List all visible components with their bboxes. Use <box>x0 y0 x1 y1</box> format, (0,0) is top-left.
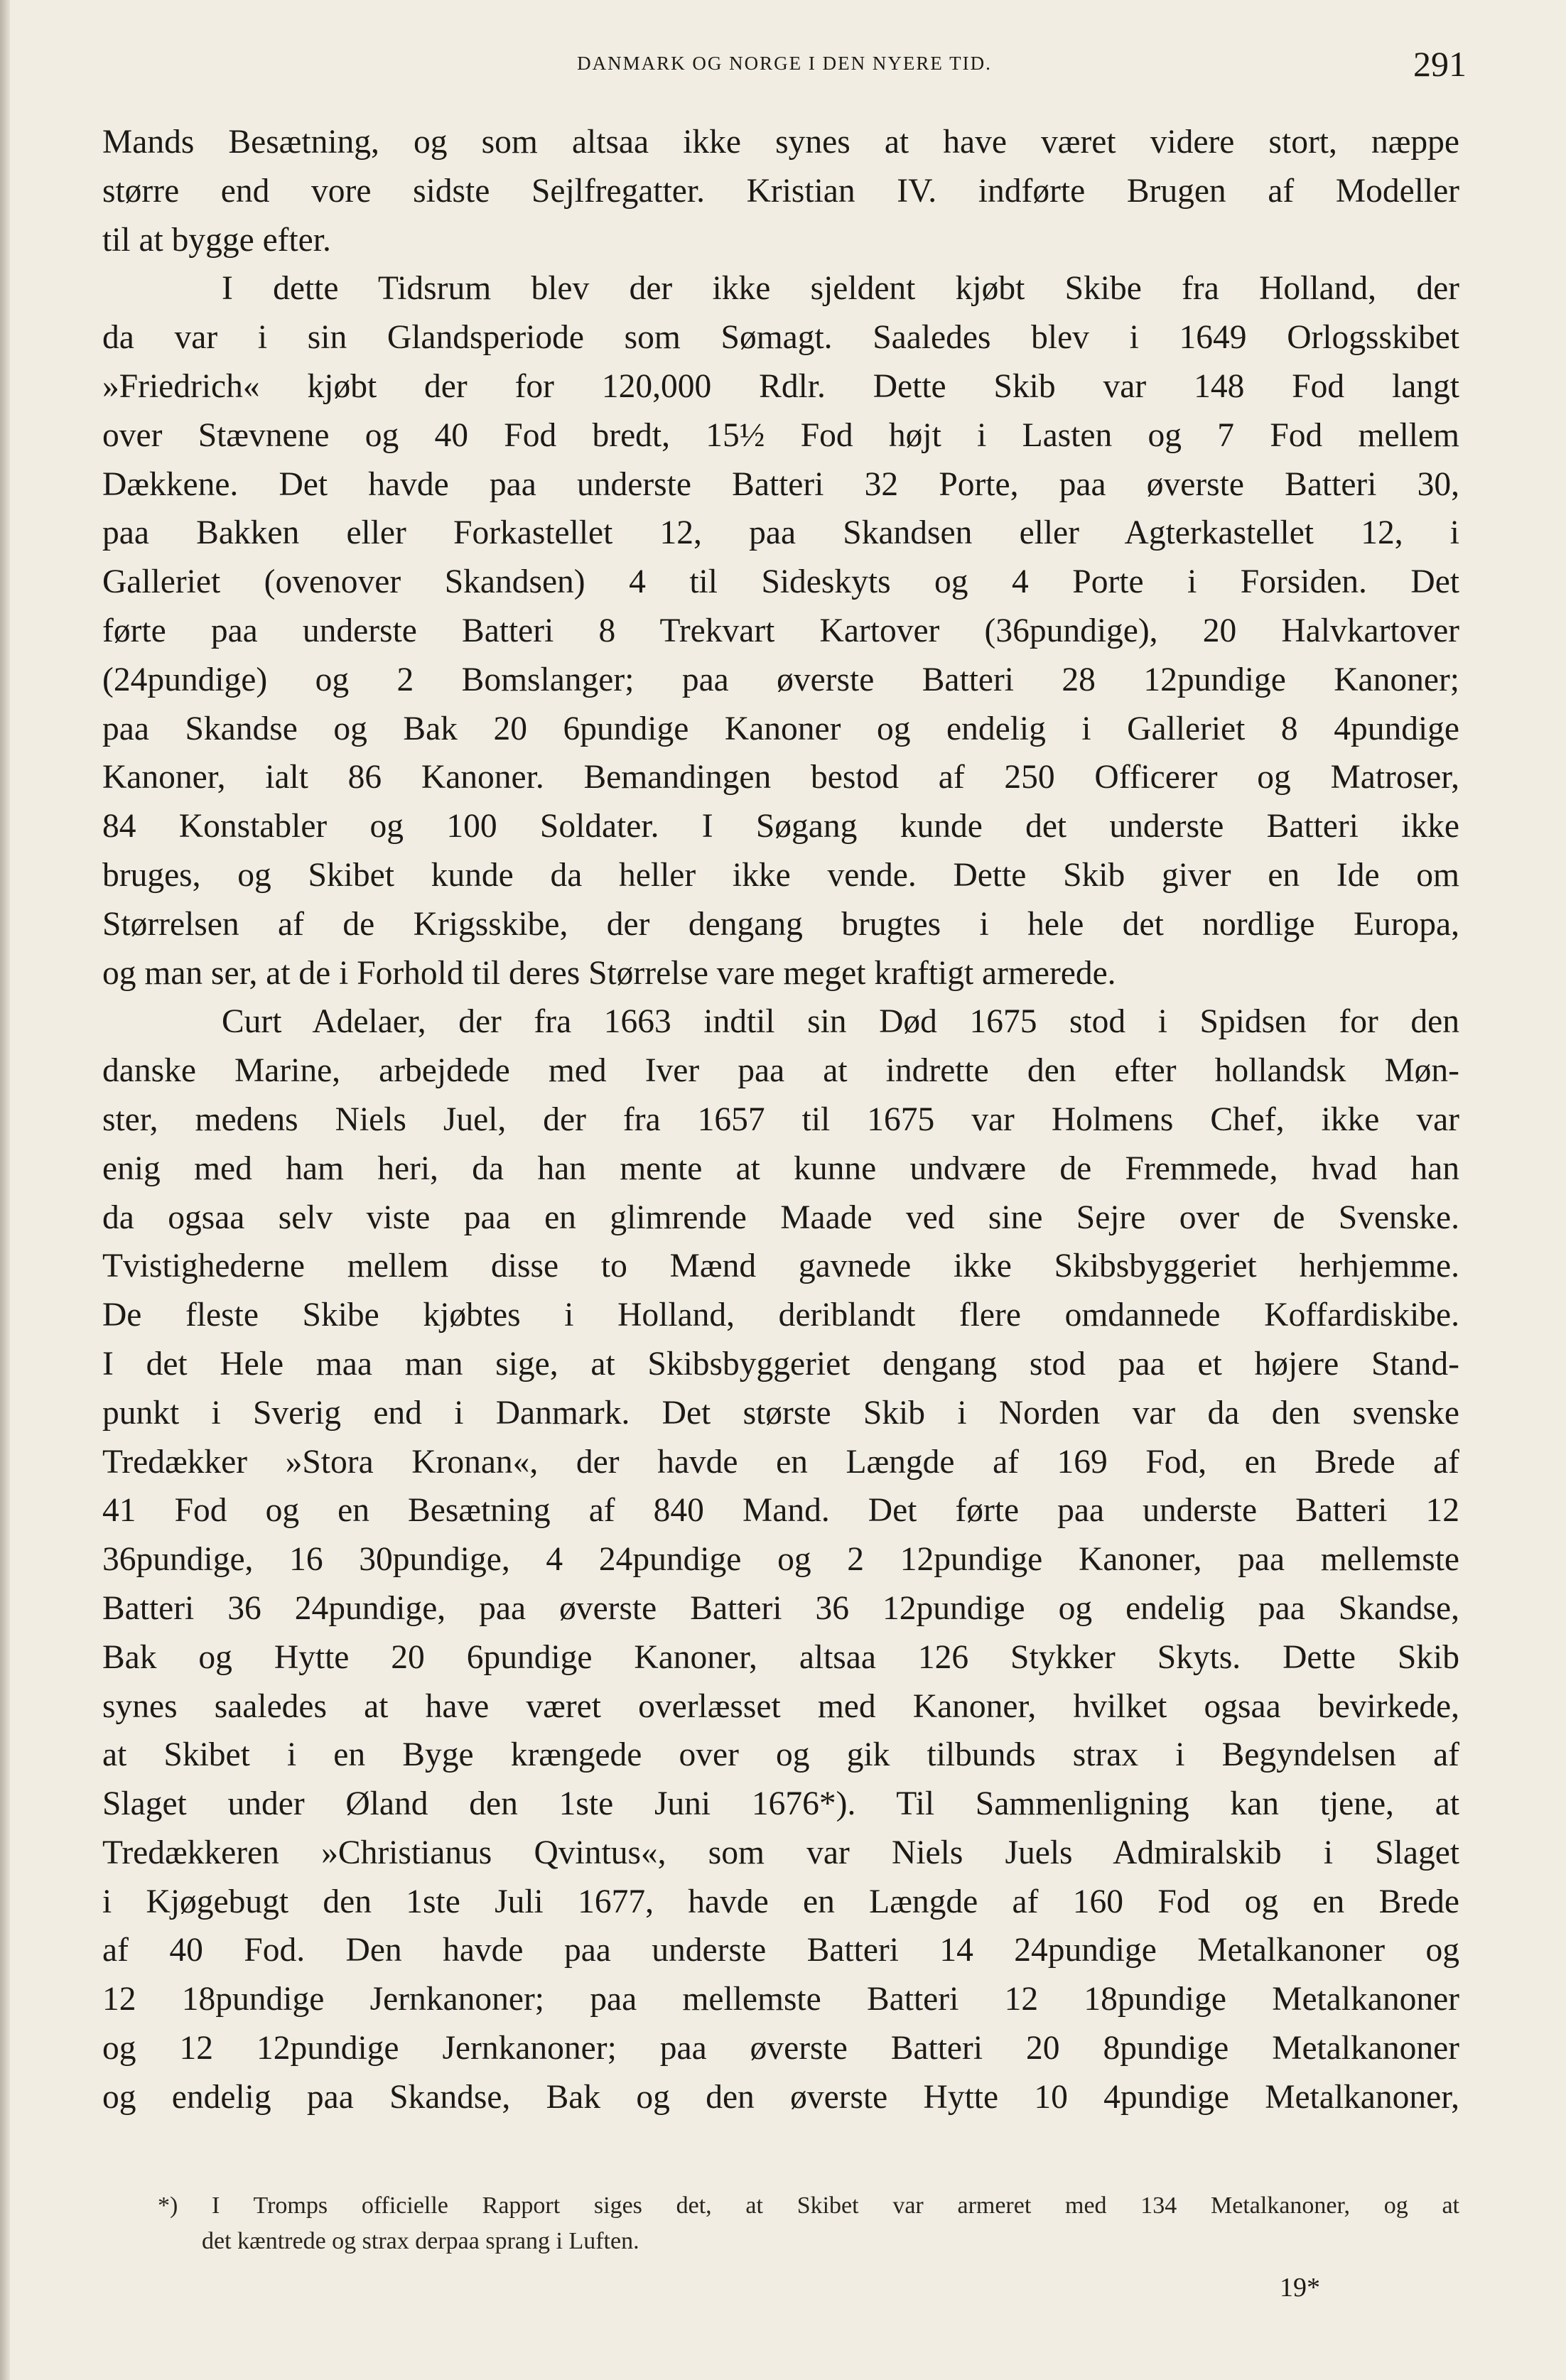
text-line: i Kjøgebugt den 1ste Juli 1677, havde en Længde af 160 Fod og en Brede <box>102 1883 1459 1920</box>
text-line: Tredækkeren »Christianus Qvintus«, som var Niels Juels Admiralskib i Slaget <box>102 1834 1459 1871</box>
text-line: og endelig paa Skandse, Bak og den øverste Hytte 10 4pundige Metalkanoner, <box>102 2078 1459 2116</box>
text-line: enig med ham heri, da han mente at kunne undvære de Fremmede, hvad han <box>102 1150 1459 1187</box>
text-line: Curt Adelaer, der fra 1663 indtil sin Død 1675 stod i Spidsen for den <box>222 1003 1459 1041</box>
text-line: Galleriet (ovenover Skandsen) 4 til Sideskyts og 4 Porte i Forsiden. Det <box>102 563 1459 601</box>
body-text <box>102 118 1459 2122</box>
text-line: 36pundige, 16 30pundige, 4 24pundige og 2 12pundige Kanoner, paa mellemste <box>102 1541 1459 1579</box>
text-line: Kanoner, ialt 86 Kanoner. Bemandingen bestod af 250 Officerer og Matroser, <box>102 759 1459 796</box>
text-line: Mands Besætning, og som altsaa ikke synes at have været videre stort, næppe <box>102 124 1459 161</box>
text-line: at Skibet i en Byge krængede over og gik tilbunds strax i Begyndelsen af <box>102 1736 1459 1774</box>
text-line: over Stævnene og 40 Fod bredt, 15½ Fod højt i Lasten og 7 Fod mellem <box>102 416 1459 454</box>
text-line: Batteri 36 24pundige, paa øverste Batteri 36 12pundige og endelig paa Skandse, <box>102 1589 1459 1627</box>
text-line: og 12 12pundige Jernkanoner; paa øverste Batteri 20 8pundige Metalkanoner <box>102 2030 1459 2067</box>
signature-mark: 19* <box>1280 2273 1320 2303</box>
text-line: (24pundige) og 2 Bomslanger; paa øverste Batteri 28 12pundige Kanoner; <box>102 661 1459 698</box>
text-line: 41 Fod og en Besætning af 840 Mand. Det førte paa underste Batteri 12 <box>102 1492 1459 1530</box>
running-head <box>102 43 1467 85</box>
text-line: da var i sin Glandsperiode som Sømagt. Saaledes blev i 1649 Orlogsskibet <box>102 319 1459 357</box>
binding-edge <box>0 0 10 2380</box>
text-line: danske Marine, arbejdede med Iver paa at indrette den efter hollandsk Møn- <box>102 1052 1459 1090</box>
text-line: paa Skandse og Bak 20 6pundige Kanoner og endelig i Galleriet 8 4pundige <box>102 710 1459 747</box>
text-line: 12 18pundige Jernkanoner; paa mellemste Batteri 12 18pundige Metalkanoner <box>102 1981 1459 2018</box>
footnote-line: *) I Tromps officielle Rapport siges det, at Skibet var armeret med 134 Metalkanoner, og at <box>158 2192 1459 2219</box>
text-line: punkt i Sverig end i Danmark. Det største Skib i Norden var da den svenske <box>102 1394 1459 1432</box>
text-line: Tredækker »Stora Kronan«, der havde en Længde af 169 Fod, en Brede af <box>102 1443 1459 1481</box>
text-line: bruges, og Skibet kunde da heller ikke vende. Dette Skib giver en Ide om <box>102 856 1459 894</box>
text-line: førte paa underste Batteri 8 Trekvart Kartover (36pundige), 20 Halvkartover <box>102 612 1459 649</box>
footnote-line: det kæntrede og strax derpaa sprang i Luften. <box>202 2228 639 2254</box>
running-title: DANMARK OG NORGE I DEN NYERE TID. <box>577 53 992 74</box>
text-line: »Friedrich« kjøbt der for 120,000 Rdlr. Dette Skib var 148 Fod langt <box>102 367 1459 405</box>
text-line: De fleste Skibe kjøbtes i Holland, deriblandt flere omdannede Koffardiskibe. <box>102 1297 1459 1334</box>
text-line: da ogsaa selv viste paa en glimrende Maade ved sine Sejre over de Svenske. <box>102 1199 1459 1236</box>
text-line: ster, medens Niels Juel, der fra 1657 til 1675 var Holmens Chef, ikke var <box>102 1100 1459 1138</box>
text-line: og man ser, at de i Forhold til deres Størrelse vare meget kraftigt armerede. <box>102 954 1116 992</box>
text-line: paa Bakken eller Forkastellet 12, paa Skandsen eller Agterkastellet 12, i <box>102 514 1459 552</box>
text-line: I dette Tidsrum blev der ikke sjeldent kjøbt Skibe fra Holland, der <box>222 270 1459 308</box>
page-number: 291 <box>1413 44 1467 84</box>
text-line: af 40 Fod. Den havde paa underste Batteri 14 24pundige Metalkanoner og <box>102 1932 1459 1969</box>
text-line: I det Hele maa man sige, at Skibsbyggeriet dengang stod paa et højere Stand- <box>102 1345 1459 1383</box>
text-line: Tvistighederne mellem disse to Mænd gavnede ikke Skibsbyggeriet herhjemme. <box>102 1248 1459 1285</box>
text-line: Slaget under Øland den 1ste Juni 1676*). Til Sammenligning kan tjene, at <box>102 1785 1459 1823</box>
text-line: Størrelsen af de Krigsskibe, der dengang brugtes i hele det nordlige Europa, <box>102 905 1459 943</box>
text-line: Dækkene. Det havde paa underste Batteri 32 Porte, paa øverste Batteri 30, <box>102 465 1459 503</box>
text-line: 84 Konstabler og 100 Soldater. I Søgang kunde det underste Batteri ikke <box>102 808 1459 845</box>
footnote <box>102 2188 1459 2259</box>
text-line: Bak og Hytte 20 6pundige Kanoner, altsaa 126 Stykker Skyts. Dette Skib <box>102 1638 1459 1676</box>
text-line: synes saaledes at have været overlæsset med Kanoner, hvilket ogsaa bevirkede, <box>102 1687 1459 1725</box>
text-line: til at bygge efter. <box>102 221 331 259</box>
text-line: større end vore sidste Sejlfregatter. Kristian IV. indførte Brugen af Modeller <box>102 172 1459 210</box>
